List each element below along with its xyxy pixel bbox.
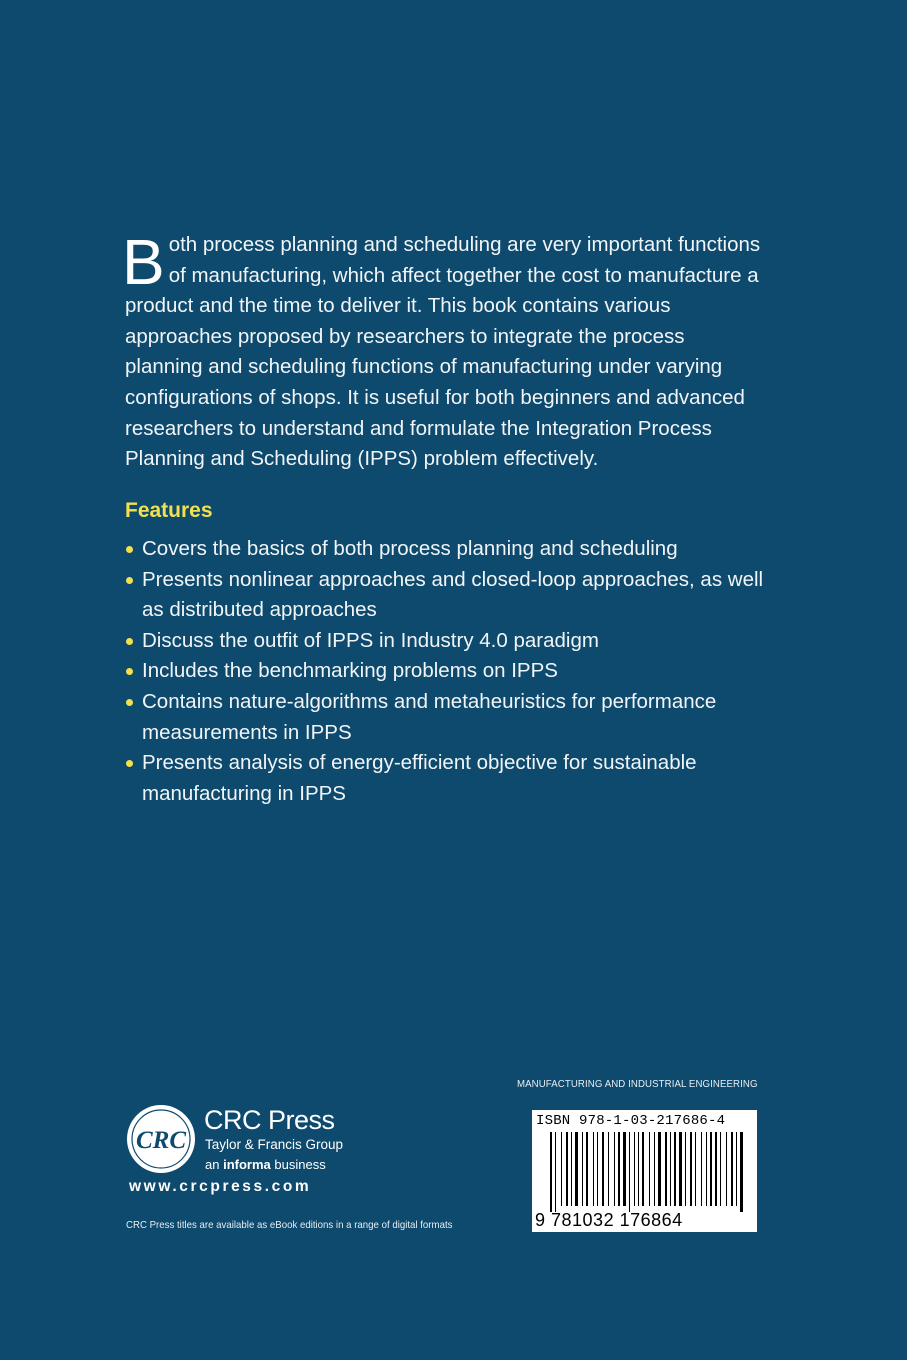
barcode-bar xyxy=(679,1132,682,1206)
feature-item: Covers the basics of both process planning and scheduling xyxy=(125,534,765,565)
subject-category: MANUFACTURING AND INDUSTRIAL ENGINEERING xyxy=(517,1078,758,1090)
barcode-bar xyxy=(571,1132,572,1206)
barcode-bar xyxy=(638,1132,639,1206)
barcode-bar xyxy=(665,1132,667,1206)
publisher-tagline: an informa business xyxy=(205,1157,326,1172)
barcode-bar xyxy=(736,1132,737,1206)
barcode-bar xyxy=(695,1132,696,1206)
bullet-icon xyxy=(126,546,133,553)
barcode-bar xyxy=(670,1132,671,1206)
feature-item: Presents analysis of energy-efficient objective for sustainable manufacturing in IPPS xyxy=(125,748,765,809)
bullet-icon xyxy=(126,699,133,706)
barcode-bar xyxy=(706,1132,707,1206)
barcode-bar xyxy=(690,1132,692,1206)
isbn-label: ISBN 978-1-03-217686-4 xyxy=(536,1113,726,1129)
ebook-note: CRC Press titles are available as eBook editions in a range of digital formats xyxy=(126,1219,453,1231)
bullet-icon xyxy=(126,760,133,767)
barcode-bar xyxy=(701,1132,702,1206)
barcode-bar xyxy=(618,1132,620,1206)
barcode-bar xyxy=(654,1132,655,1206)
barcode-bar xyxy=(710,1132,712,1206)
barcode-bar xyxy=(566,1132,568,1206)
features-list xyxy=(125,534,765,809)
dropcap-letter: B xyxy=(122,226,165,298)
barcode-bar xyxy=(642,1132,644,1206)
description-paragraph xyxy=(122,226,765,475)
barcode-bar xyxy=(715,1132,717,1206)
barcode-bar xyxy=(731,1132,733,1206)
barcode-bar xyxy=(555,1132,556,1212)
barcode-bar xyxy=(629,1132,630,1212)
publisher-website: www.crcpress.com xyxy=(129,1178,312,1195)
bullet-icon xyxy=(126,638,133,645)
barcode-bar xyxy=(550,1132,552,1212)
publisher-name: CRC Press xyxy=(204,1105,335,1135)
barcode-bar xyxy=(726,1132,727,1206)
feature-item: Includes the benchmarking problems on IPPS xyxy=(125,656,765,687)
barcode-bar xyxy=(674,1132,676,1206)
isbn-barcode xyxy=(532,1110,757,1232)
feature-item: Presents nonlinear approaches and closed-loop approaches, as well as distributed approaches xyxy=(125,565,765,626)
barcode-bar xyxy=(575,1132,578,1206)
publisher-group: Taylor & Francis Group xyxy=(205,1137,344,1152)
barcode-bar xyxy=(597,1132,598,1206)
barcode-bar xyxy=(602,1132,604,1206)
logo-text: CRC xyxy=(135,1127,187,1154)
description-text: oth process planning and scheduling are very important functions of manufacturing, which affect together the cost to manufacture a product and the time to deliver it. This book contains various approaches proposed by researchers to integrate the process planning and scheduling functions of manufacturing under varying configurations of shops. It is useful for both beginners and advanced researchers to understand and formulate the Integration Process Planning and Scheduling (IPPS) problem effectively. xyxy=(125,233,761,471)
bullet-icon xyxy=(126,668,133,675)
barcode-bar xyxy=(649,1132,650,1206)
barcode-bar xyxy=(586,1132,588,1206)
ean-digits: 9 781032 176864 xyxy=(535,1210,683,1230)
barcode-bar xyxy=(623,1132,626,1206)
feature-item: Contains nature-algorithms and metaheuristics for performance measurements in IPPS xyxy=(125,687,765,748)
barcode-bar xyxy=(685,1132,686,1206)
barcode-bar xyxy=(561,1132,562,1206)
barcode-bar xyxy=(593,1132,594,1206)
bullet-icon xyxy=(126,577,133,584)
barcode-bar xyxy=(614,1132,615,1206)
barcode-bar xyxy=(582,1132,583,1206)
barcode-bar xyxy=(608,1132,609,1206)
features-heading: Features xyxy=(125,499,213,522)
barcode-bar xyxy=(740,1132,743,1212)
feature-item: Discuss the outfit of IPPS in Industry 4.0 paradigm xyxy=(125,626,765,657)
crc-logo-icon xyxy=(126,1104,196,1174)
barcode-bar xyxy=(658,1132,661,1206)
barcode-bar xyxy=(634,1132,635,1206)
barcode-bar xyxy=(720,1132,721,1206)
